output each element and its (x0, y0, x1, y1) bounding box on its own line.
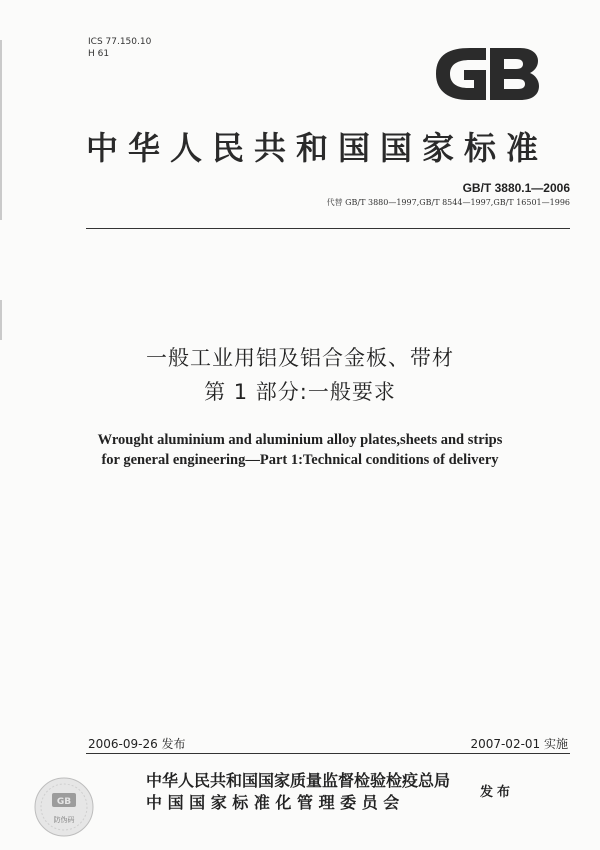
scan-edge-mark (0, 300, 2, 340)
stamp-text: 防伪码 (53, 816, 75, 824)
document-title-en-line2: for general engineering—Part 1:Technical conditions of delivery (101, 452, 499, 468)
document-title-cn-line2: 第 1 部分:一般要求 (204, 380, 396, 404)
header-divider (86, 228, 570, 229)
ccs-code: H 61 (88, 49, 110, 59)
effective-date: 2007-02-01 实施 (470, 737, 568, 751)
gb-logo (428, 44, 542, 104)
standard-number: GB/T 3880.1—2006 (462, 181, 570, 195)
ics-code: ICS 77.150.10 (88, 37, 152, 47)
stamp-logo-text: GB (56, 797, 72, 807)
issuer-aqsiq: 中华人民共和国国家质量监督检验检疫总局 (146, 771, 451, 790)
gb-logo-b (490, 48, 539, 100)
issuer-sac: 中 国 国 家 标 准 化 管 理 委 员 会 (146, 793, 400, 812)
anti-counterfeit-stamp (33, 776, 95, 838)
publish-date: 2006-09-26 发布 (88, 737, 186, 751)
document-title-en-line1: Wrought aluminium and aluminium alloy plates,sheets and strips (97, 432, 503, 448)
issue-verb: 发布 (480, 785, 515, 800)
standard-category-title: 中华人民共和国国家标准 (86, 129, 549, 167)
classification-codes (88, 36, 151, 60)
replaces-standards: 代替 GB/T 3880—1997,GB/T 8544—1997,GB/T 16501—1996 (326, 198, 570, 207)
gb-logo-g (436, 48, 486, 100)
footer-divider (86, 753, 570, 754)
document-title-cn-line1: 一般工业用铝及铝合金板、带材 (146, 346, 454, 370)
scan-edge-mark (0, 40, 2, 220)
